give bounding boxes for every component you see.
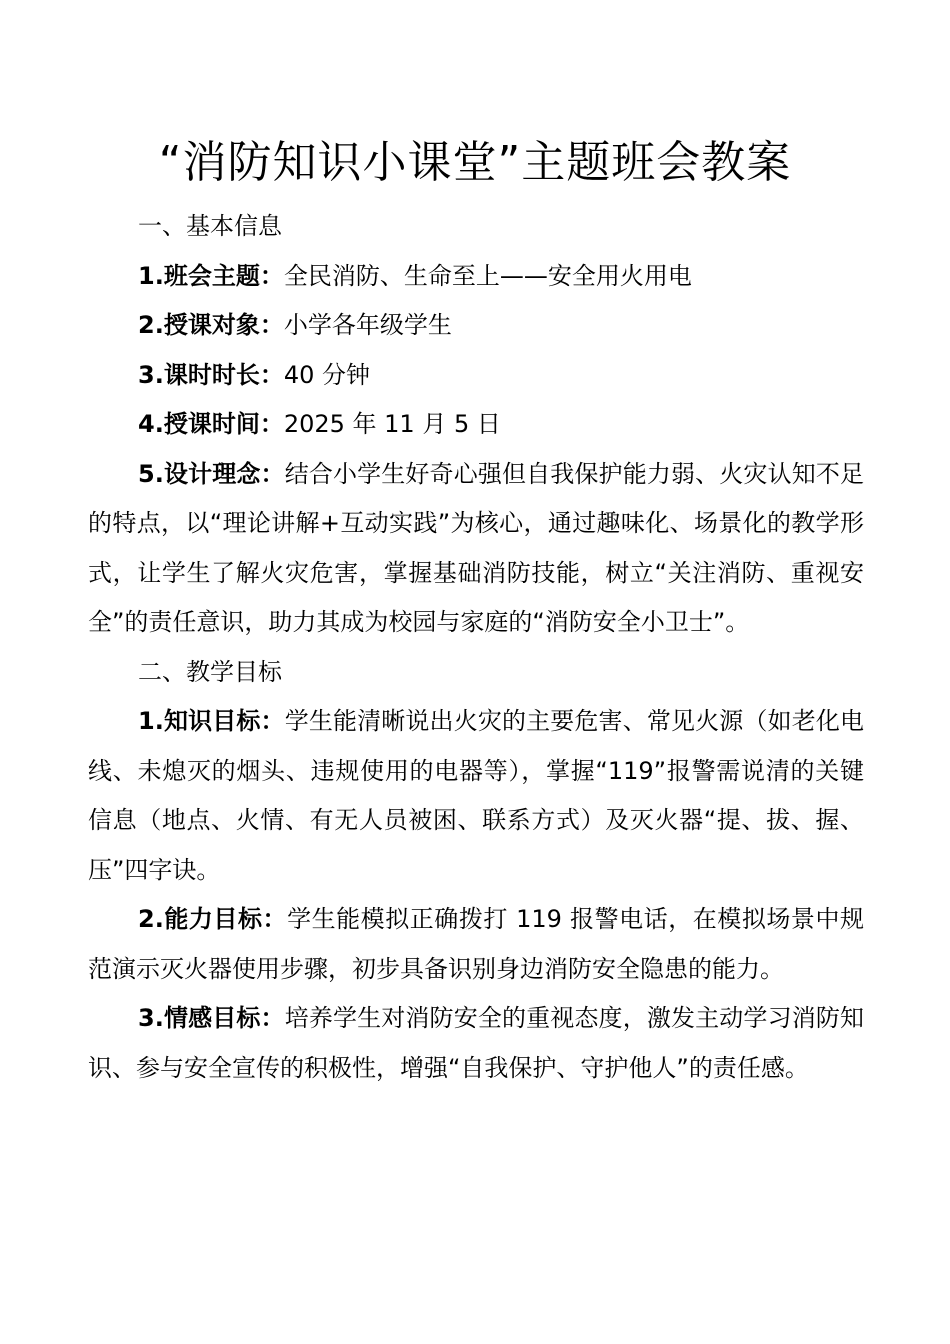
item-text: 结合小学生好奇心强但自我保护能力弱、火灾认知不足的特点，以“理论讲解+互动实践”为核心，通过趣味化、场景化的教学形式，让学生了解火灾危害，掌握基础消防技能，树立“关注消防、重视安全”的责任意识，助力其成为校园与家庭的“消防安全小卫士”。 [88,459,864,636]
item-text: 2025 年 11 月 5 日 [283,410,501,438]
item-label: 1.班会主题： [138,261,284,290]
goal-item-ability [88,895,864,994]
item-label: 4.授课时间： [138,410,284,438]
document-title: “消防知识小课堂”主题班会教案 [158,137,792,188]
item-label: 3.课时时长： [138,360,284,389]
item-text: 培养学生对消防安全的重视态度，激发主动学习消防知识、参与安全宣传的积极性，增强“自我保护、守护他人”的责任感。 [88,1004,864,1082]
item-text: 学生能清晰说出火灾的主要危害、常见火源（如老化电线、未熄灭的烟头、违规使用的电器等），掌握“119”报警需说清的关键信息（地点、火情、有无人员被困、联系方式）及灭火器“提、拔、握、压”四字诀。 [88,707,864,884]
item-label: 3.情感目标： [138,1004,285,1032]
info-item-audience [88,301,864,351]
item-label: 5.设计理念： [138,459,285,488]
item-text: 小学各年级学生 [283,311,452,339]
item-label: 2.授课对象： [138,311,284,339]
item-text: 全民消防、生命至上——安全用火用电 [283,261,692,290]
info-item-date [88,400,864,450]
info-item-design-concept [88,450,864,648]
item-label: 2.能力目标： [138,905,288,933]
section-heading-teaching-goals: 二、教学目标 [138,657,282,686]
item-text: 学生能模拟正确拨打 119 报警电话，在模拟场景中规范演示灭火器使用步骤，初步具备识别身边消防安全隐患的能力。 [88,905,864,983]
item-text: 40 分钟 [283,360,370,389]
goal-item-knowledge [88,697,864,895]
document-body [88,202,864,1093]
section-heading-basic-info: 一、基本信息 [138,212,282,240]
info-item-duration [88,351,864,401]
item-label: 1.知识目标： [138,707,285,735]
goal-item-emotion [88,994,864,1093]
info-item-theme [88,252,864,302]
